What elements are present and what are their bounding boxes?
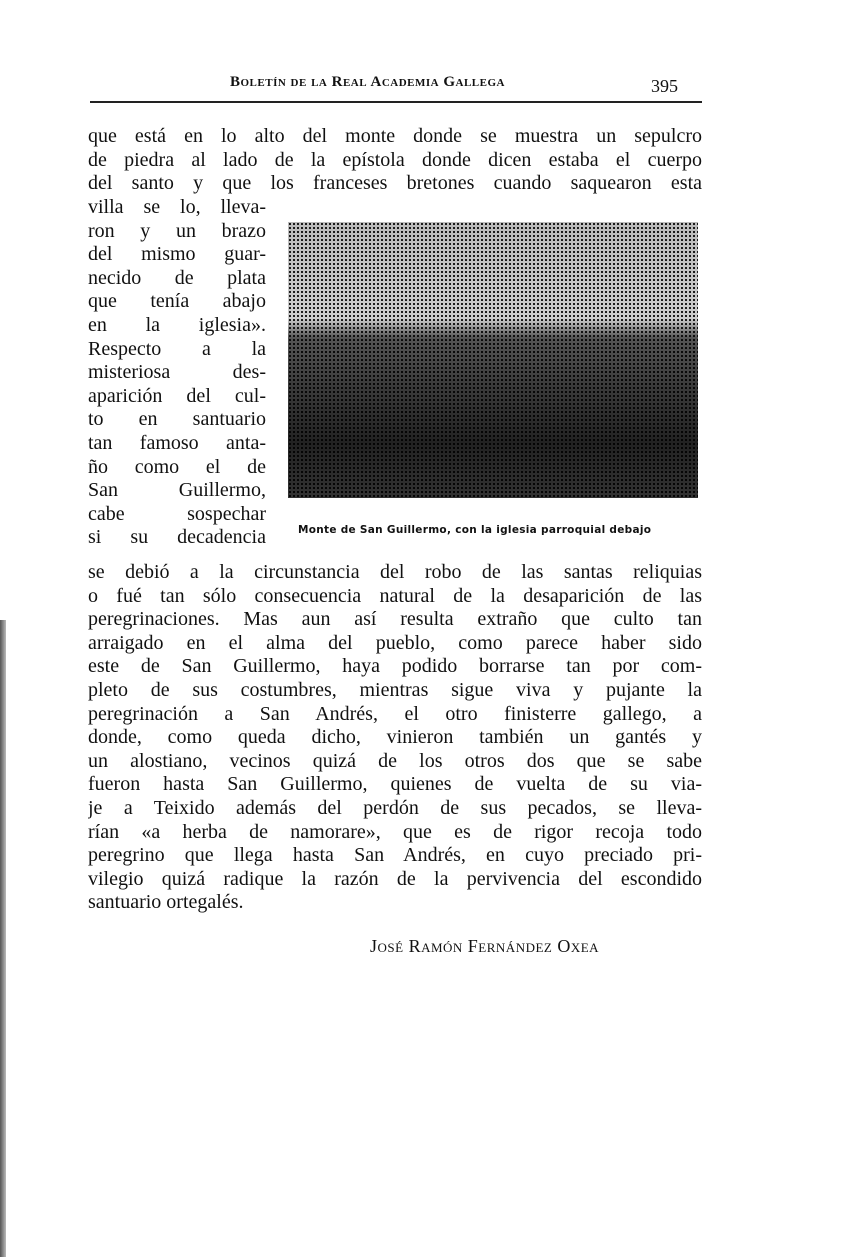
text-line: villa se lo, lleva-: [88, 196, 266, 218]
text-line: cabe sospechar: [88, 502, 266, 525]
text-line: aparición del cul-: [88, 384, 266, 407]
text-line: to en santuario: [88, 408, 266, 431]
text-line: pleto de sus costumbres, mientras sigue viva y pujante la: [88, 679, 702, 701]
text-line: San Guillermo,: [88, 479, 266, 502]
text-line: que tenía abajo: [88, 290, 266, 313]
text-line: je a Teixido además del perdón de sus pecados, se lleva-: [88, 797, 702, 819]
photo-monte-san-guillermo: [288, 222, 698, 498]
page-number: 395: [651, 76, 678, 96]
text-line: este de San Guillermo, haya podido borrarse tan por com-: [88, 655, 702, 678]
text-line: peregrino que llega hasta San Andrés, en cuyo preciado pri-: [88, 844, 702, 867]
text-line: tan famoso anta-: [88, 432, 266, 454]
author-signature: José Ramón Fernández Oxea: [370, 936, 600, 956]
text-line: o fué tan sólo consecuencia natural de la desaparición de las: [88, 584, 702, 607]
text-line: que está en lo alto del monte donde se muestra un sepulcro: [88, 125, 702, 147]
text-line: ron y un brazo: [88, 219, 266, 242]
text-line: Respecto a la: [88, 337, 266, 360]
text-line: misteriosa des-: [88, 361, 266, 384]
text-line: vilegio quizá radique la razón de la pervivencia del escondido: [88, 867, 702, 890]
text-line: del santo y que los franceses bretones cuando saquearon esta: [88, 172, 702, 195]
header-rule: [90, 101, 702, 103]
text-line: de piedra al lado de la epístola donde dicen estaba el cuerpo: [88, 148, 702, 171]
running-header: Boletín de la Real Academia Gallega: [230, 74, 505, 90]
text-line: necido de plata: [88, 266, 266, 289]
text-line: ño como el de: [88, 455, 266, 478]
text-line: fueron hasta San Guillermo, quienes de vuelta de su via-: [88, 773, 702, 796]
text-line: si su decadencia: [88, 526, 266, 549]
text-line: peregrinación a San Andrés, el otro finisterre gallego, a: [88, 702, 702, 725]
text-line: en la iglesia».: [88, 314, 266, 336]
scan-edge-shadow: [0, 620, 6, 1257]
text-line: peregrinaciones. Mas aun así resulta extraño que culto tan: [88, 608, 702, 631]
text-line: donde, como queda dicho, vinieron también un gantés y: [88, 726, 702, 749]
text-line: arraigado en el alma del pueblo, como parece haber sido: [88, 631, 702, 654]
text-line: se debió a la circunstancia del robo de las santas reliquias: [88, 561, 702, 583]
text-line: santuario ortegalés.: [88, 891, 244, 914]
text-line: un alostiano, vecinos quizá de los otros dos que se sabe: [88, 749, 702, 772]
text-line: rían «a herba de namorare», que es de rigor recoja todo: [88, 820, 702, 843]
figure-caption: Monte de San Guillermo, con la iglesia parroquial debajo: [298, 524, 652, 536]
text-line: del mismo guar-: [88, 243, 266, 266]
